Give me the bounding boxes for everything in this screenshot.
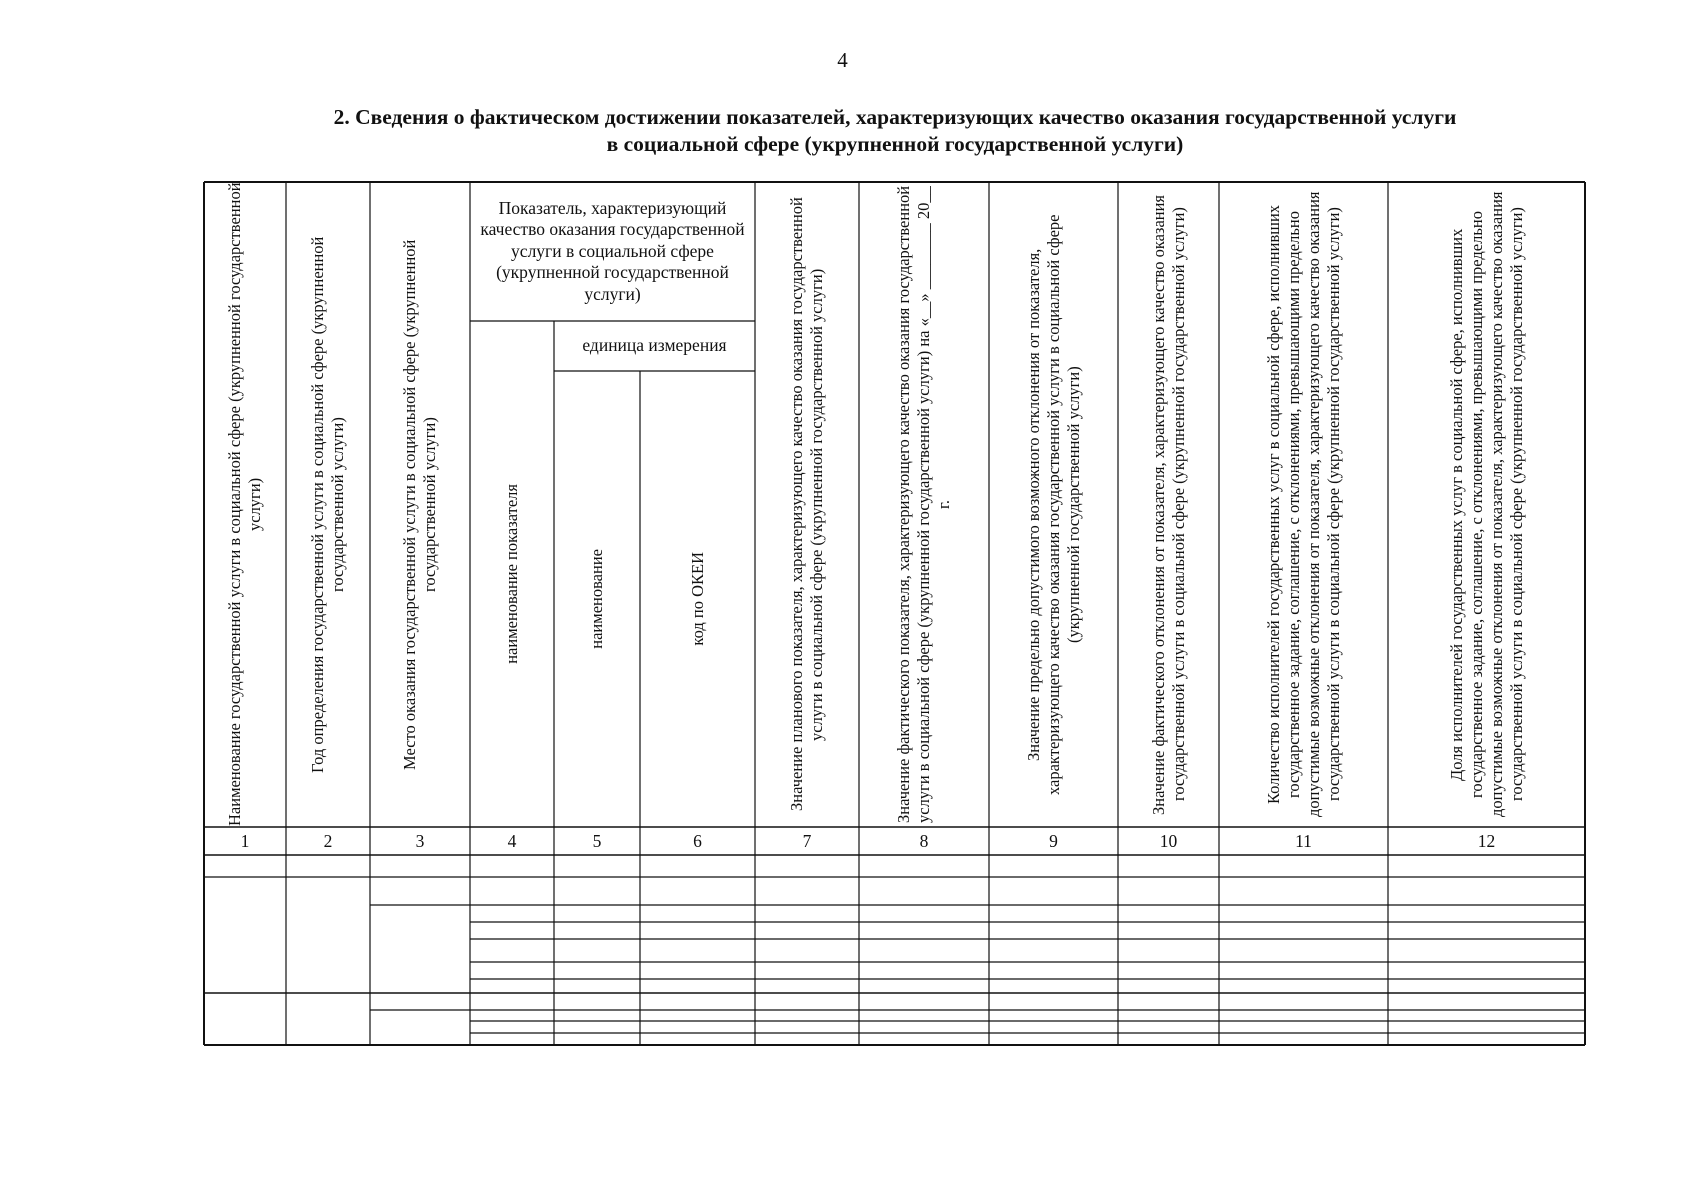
column-number-3: 3 — [415, 831, 425, 851]
column-number-9: 9 — [1049, 831, 1058, 851]
section-title — [230, 104, 1560, 158]
column-number-8: 8 — [919, 831, 929, 851]
header-indicator-name: наименование показателя — [502, 484, 521, 664]
header-actual-deviation: Значение фактического отклонения от показателя, характеризующего качество оказания государственной услуги в социальной сфере (укрупненной государственной услуги) — [1148, 194, 1188, 815]
column-number-5: 5 — [592, 831, 602, 851]
column-number-6: 6 — [693, 831, 702, 851]
section-title-line-2: в социальной сфере (укрупненной государственной услуги) — [606, 132, 1184, 156]
header-service-place: Место оказания государственной услуги в социальной сфере (укрупненной государственной услуги) — [400, 239, 439, 770]
indicator-table — [203, 181, 1586, 1046]
header-allowed-deviation: Значение предельно допустимого возможного отклонения от показателя, характеризующего качество оказания государственной услуги в социальной сфере (укрупненной государственной услуги) — [1023, 214, 1083, 795]
header-executors-share: Доля исполнителей государственных услуг в социальной сфере, исполнивших государственное задание, соглашение, с отклонениями, превышающими предельно допустимые возможные отклонения от показателя, характеризующего качество оказания государственной услуги в социальной сфере (укрупненной государственной услуги) — [1446, 191, 1526, 818]
header-planned-value: Значение планового показателя, характеризующего качество оказания государственной услуги в социальной сфере (укрупненной государственной услуги) — [787, 197, 826, 812]
header-service-name: Наименование государственной услуги в социальной сфере (укрупненной государственной услуги) — [225, 182, 264, 827]
header-service-year: Год определения государственной услуги в социальной сфере (укрупненной государственной услуги) — [308, 236, 347, 773]
header-indicator-group: Показатель, характеризующий качество оказания государственной услуги в социальной сфере (укрупненной государственной услуги) — [480, 197, 745, 304]
column-number-12: 12 — [1477, 831, 1496, 851]
column-number-4: 4 — [507, 831, 517, 851]
column-number-11: 11 — [1295, 831, 1312, 851]
header-okei-code: код по ОКЕИ — [687, 552, 707, 646]
column-number-7: 7 — [802, 831, 812, 851]
header-actual-value: Значение фактического показателя, характеризующего качество оказания государственной услуги в социальной сфере (укрупненной государственной услуги) на «__» ________ 20__ г. — [894, 185, 953, 824]
page-number: 4 — [837, 48, 848, 72]
column-number-10: 10 — [1159, 831, 1178, 851]
header-executors-count: Количество исполнителей государственных услуг в социальной сфере, исполнивших государственное задание, соглашение, с отклонениями, превышающими предельно допустимые возможные отклонения от показателя, характеризующего качество оказания государственной услуги в социальной сфере (укрупненной государственной услуги) — [1263, 191, 1343, 818]
column-number-1: 1 — [240, 831, 250, 851]
column-number-2: 2 — [323, 831, 333, 851]
section-title-line-1: 2. Сведения о фактическом достижении показателей, характеризующих качество оказания государственной услуги — [333, 105, 1457, 129]
header-unit-group: единица измерения — [582, 335, 727, 356]
header-unit-name: наименование — [587, 549, 606, 649]
